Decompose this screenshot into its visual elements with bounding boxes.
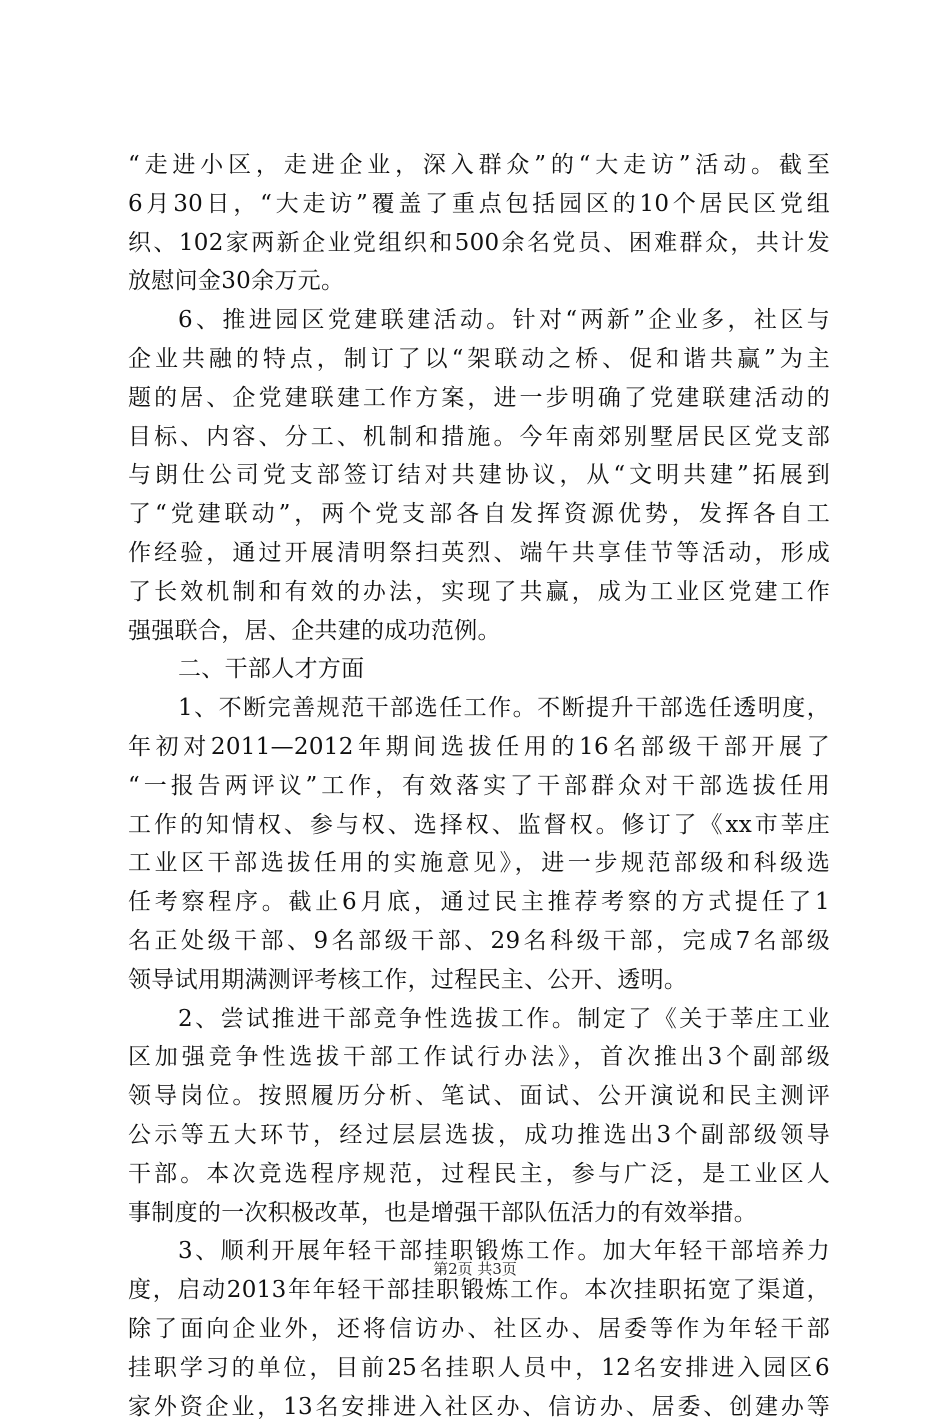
text-line: 任考察程序。截止6月底，通过民主推荐考察的方式提任了1 — [128, 883, 830, 922]
text-line: 挂职学习的单位，目前25名挂职人员中，12名安排进入园区6 — [128, 1349, 830, 1388]
text-line: 强强联合，居、企共建的成功范例。 — [128, 612, 830, 651]
page-footer: 第2页 共3页 — [0, 1259, 950, 1279]
text-line: 领导岗位。按照履历分析、笔试、面试、公开演说和民主测评 — [128, 1077, 830, 1116]
text-line: 领导试用期满测评考核工作，过程民主、公开、透明。 — [128, 961, 830, 1000]
text-line: 6、推进园区党建联建活动。针对“两新”企业多，社区与 — [128, 301, 830, 340]
text-line: “走进小区，走进企业，深入群众”的“大走访”活动。截至 — [128, 146, 830, 185]
text-line: 与朗仕公司党支部签订结对共建协议，从“文明共建”拓展到 — [128, 456, 830, 495]
text-line: 除了面向企业外，还将信访办、社区办、居委等作为年轻干部 — [128, 1310, 830, 1349]
text-line: 3、顺利开展年轻干部挂职锻炼工作。加大年轻干部培养力 — [128, 1232, 830, 1271]
text-line: 工作的知情权、参与权、选择权、监督权。修订了《xx市莘庄 — [128, 806, 830, 845]
text-line: 年初对2011—2012年期间选拔任用的16名部级干部开展了 — [128, 728, 830, 767]
text-line: 作经验，通过开展清明祭扫英烈、端午共享佳节等活动，形成 — [128, 534, 830, 573]
text-line: 6月30日，“大走访”覆盖了重点包括园区的10个居民区党组 — [128, 185, 830, 224]
text-line: 名正处级干部、9名部级干部、29名科级干部，完成7名部级 — [128, 922, 830, 961]
text-line: 题的居、企党建联建工作方案，进一步明确了党建联建活动的 — [128, 379, 830, 418]
text-line: 干部。本次竞选程序规范，过程民主，参与广泛，是工业区人 — [128, 1155, 830, 1194]
text-line: 公示等五大环节，经过层层选拔，成功推选出3个副部级领导 — [128, 1116, 830, 1155]
text-line: 了“党建联动”，两个党支部各自发挥资源优势，发挥各自工 — [128, 495, 830, 534]
text-line: 企业共融的特点，制订了以“架联动之桥、促和谐共赢”为主 — [128, 340, 830, 379]
text-line: 2、尝试推进干部竞争性选拔工作。制定了《关于莘庄工业 — [128, 1000, 830, 1039]
text-line: 区加强竞争性选拔干部工作试行办法》，首次推出3个副部级 — [128, 1038, 830, 1077]
text-line: 度，启动2013年年轻干部挂职锻炼工作。本次挂职拓宽了渠道， — [128, 1271, 830, 1310]
text-line: 了长效机制和有效的办法，实现了共赢，成为工业区党建工作 — [128, 573, 830, 612]
text-line: 1、不断完善规范干部选任工作。不断提升干部选任透明度， — [128, 689, 830, 728]
text-line: 织、102家两新企业党组织和500余名党员、困难群众，共计发 — [128, 224, 830, 263]
text-line: 放慰问金30余万元。 — [128, 262, 830, 301]
text-line: “一报告两评议”工作，有效落实了干部群众对干部选拔任用 — [128, 767, 830, 806]
text-line: 目标、内容、分工、机制和措施。今年南郊别墅居民区党支部 — [128, 418, 830, 457]
text-line: 家外资企业，13名安排进入社区办、信访办、居委、创建办等 — [128, 1388, 830, 1426]
text-line: 二、干部人才方面 — [128, 650, 830, 689]
text-line: 事制度的一次积极改革，也是增强干部队伍活力的有效举措。 — [128, 1194, 830, 1233]
document-body — [128, 146, 830, 1426]
text-line: 工业区干部选拔任用的实施意见》，进一步规范部级和科级选 — [128, 844, 830, 883]
